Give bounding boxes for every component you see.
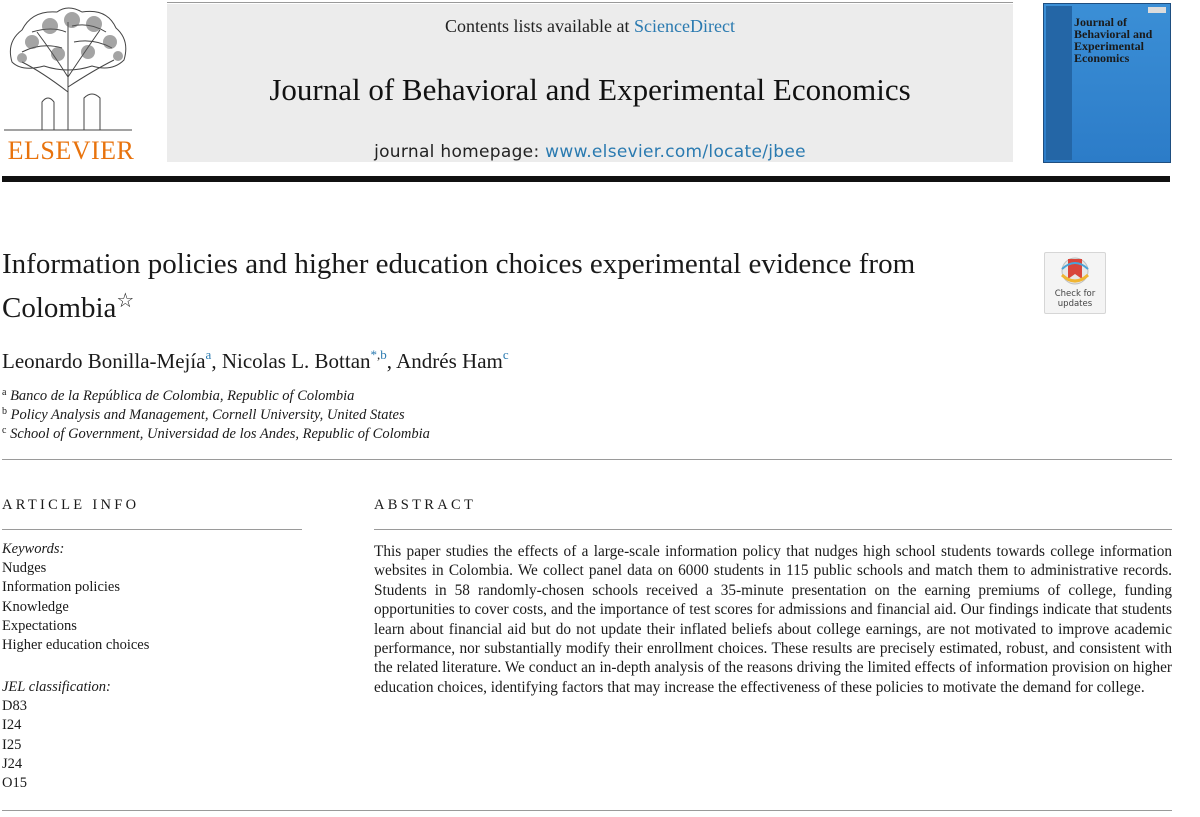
affiliation-divider xyxy=(2,459,1172,460)
front-matter-bottom-rule xyxy=(2,810,1172,811)
cover-title: Journal of Behavioral and Experimental Economics xyxy=(1074,15,1153,65)
abstract-heading: ABSTRACT xyxy=(374,497,477,513)
jel-code: D83 xyxy=(2,698,27,714)
affiliation-text: Banco de la República de Colombia, Republic of Colombia xyxy=(10,388,355,404)
sciencedirect-link[interactable]: ScienceDirect xyxy=(634,16,735,36)
journal-homepage-link[interactable]: www.elsevier.com/locate/jbee xyxy=(545,142,806,162)
crossmark-icon xyxy=(1045,253,1105,293)
homepage-prefix: journal homepage: xyxy=(374,142,546,162)
affiliation-item xyxy=(2,421,702,444)
abstract-rule xyxy=(374,529,1172,530)
affiliation-marker[interactable]: c xyxy=(502,347,509,362)
jel-label: JEL classification: xyxy=(2,679,111,695)
jel-code: I25 xyxy=(2,737,22,753)
affiliation-key: b xyxy=(2,406,7,417)
header-divider xyxy=(2,176,1170,182)
jel-code: I24 xyxy=(2,717,22,733)
jel-code: J24 xyxy=(2,756,23,772)
author-name[interactable]: Nicolas L. Bottan xyxy=(221,349,371,373)
header-top-rule xyxy=(167,2,1013,3)
jel-code: O15 xyxy=(2,775,27,791)
keyword-item[interactable]: Nudges xyxy=(2,560,47,576)
affiliation-text: Policy Analysis and Management, Cornell University, United States xyxy=(10,407,405,423)
author-list: Leonardo Bonilla-Mejía$^a$, Nicolas L. Bottan$^{*,b}$, Andrés Ham$^c$ xyxy=(2,347,509,373)
title-footnote-star-icon[interactable]: ☆ xyxy=(116,290,135,312)
affiliation-key: a xyxy=(2,387,7,398)
affiliation-text: School of Government, Universidad de los Andes, Republic of Colombia xyxy=(10,426,430,442)
keyword-item[interactable]: Information policies xyxy=(2,579,120,595)
author-name[interactable]: Leonardo Bonilla-Mejía xyxy=(2,349,206,373)
elsevier-logo xyxy=(0,0,140,170)
contents-availability-line xyxy=(167,14,1013,38)
keyword-item[interactable]: Expectations xyxy=(2,618,77,634)
author-name[interactable]: Andrés Ham xyxy=(396,349,503,373)
check-for-updates-label: Check for updates xyxy=(1054,289,1096,309)
keyword-item[interactable]: Knowledge xyxy=(2,599,69,615)
article-title-text: Information policies and higher education choices experimental evidence from Colombia xyxy=(2,248,916,324)
affiliation-key: c xyxy=(2,425,7,436)
keywords-label: Keywords: xyxy=(2,541,65,557)
affiliation-marker[interactable]: b xyxy=(380,347,387,362)
abstract-body: This paper studies the effects of a large-scale information policy that nudges high school students towards college information websites in Colombia. We collect panel data on 6000 students in 115 public schools and match them to administrative records. Students in 58 randomly-chosen schools received a 35-minute presentation on the earning premiums of college, funding opportunities to cover costs, and the importance of test scores for admissions and financial aid. Our findings indicate that students learn about financial aid but do not update their inflated beliefs about college earnings, are not motivated to improve academic performance, nor substantially modify their enrollment choices. These results are precisely estimated, robust, and consistent with the related literature. We conduct an in-depth analysis of the reasons driving the limited effects of information provision on higher education choices, identifying factors that may increase the effectiveness of these policies to motivate the demand for college. xyxy=(374,543,1172,696)
affiliation-marker[interactable]: a xyxy=(205,347,212,362)
article-title xyxy=(2,246,1012,327)
keyword-item[interactable]: Higher education choices xyxy=(2,637,150,653)
corresponding-author-marker[interactable]: * xyxy=(370,347,378,362)
article-info-rule xyxy=(2,529,302,530)
journal-title: Journal of Behavioral and Experimental Economics xyxy=(269,72,911,107)
journal-homepage-line xyxy=(167,140,1013,164)
publisher-wordmark: ELSEVIER xyxy=(7,136,135,165)
contents-prefix: Contents lists available at xyxy=(445,16,634,36)
article-info-heading: ARTICLE INFO xyxy=(2,497,140,513)
cover-side-strip xyxy=(1046,6,1072,160)
cover-issn-tag xyxy=(1148,7,1166,13)
tree-of-knowledge-icon xyxy=(2,2,134,134)
